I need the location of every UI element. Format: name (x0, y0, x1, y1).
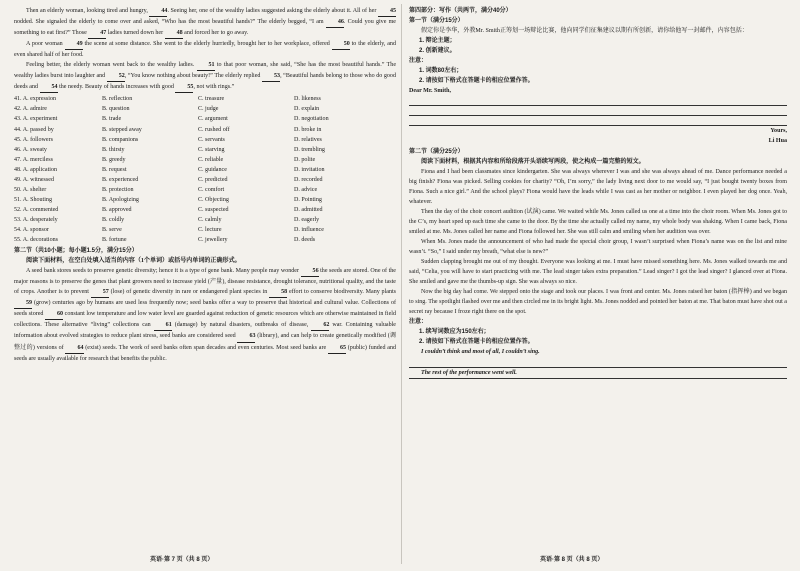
section2-heading: 第二节（共10小题；每小题1.5分，满分15分） (14, 248, 138, 255)
option-choice: 42. A. admire (14, 106, 47, 113)
answer-blank[interactable]: 53 (262, 71, 280, 82)
answer-blank[interactable]: 55 (175, 82, 193, 93)
passage-text: to the elderly, and even shared half of her food. (14, 41, 396, 59)
option-choice: B. stepped away (102, 126, 142, 133)
option-choice: C. guidance (198, 166, 227, 173)
answer-blank[interactable]: 60 (45, 309, 63, 320)
part4-heading: 第四部分：写作（共两节，满分40分） (409, 8, 512, 14)
option-choice: C. starving (198, 146, 225, 153)
option-choice: D. relatives (294, 136, 322, 143)
footer-left: 英语·第 7 页（共 8 页） (150, 557, 214, 563)
option-choice: 55. A. decorations (14, 237, 58, 244)
option-choice: B. protection (102, 186, 134, 193)
option-row (14, 185, 396, 195)
answer-blank[interactable]: 44 (149, 6, 167, 17)
answer-blank[interactable]: 47 (88, 28, 106, 39)
option-row (14, 205, 396, 215)
option-choice: C. judge (198, 106, 219, 113)
option-choice: D. eagerly (294, 216, 320, 223)
option-choice: B. question (102, 106, 130, 113)
answer-blank[interactable]: 54 (40, 82, 58, 93)
option-choice: D. likeness (294, 96, 321, 103)
story-para-3: When Ms. Jones made the announcement of who had made the special choir group, I wasn’t surprised when Fiona’s name was on the list and mine wasn’t. “So,” I said under my breath, “what else is new?” (409, 238, 787, 255)
passage-text: Feeling better, the elderly woman went back to the wealthy ladies. (26, 62, 197, 69)
story-para-5: Now the big day had come. We stepped onto the stage and took our places. I was front and center. Ms. Jones raised her baton (指挥棒) and we began to sing. The spotlight flashed over me and then circled me in its bright light. Ms. Jones nodded and pointed her baton at me. That baton must have shot out a secret ray because I froze right there on the spot. (409, 289, 787, 316)
option-choice: 51. A. Shouting (14, 196, 52, 203)
passage-text: war. Containing valuable information about evolved strategies to reduce plant stress, seed banks are considered seed (14, 322, 396, 340)
section2-instruction: 阅读下面材料，在空白处填入适当的内容（1个单词）或括号内单词的正确形式。 (26, 258, 241, 265)
answer-blank[interactable]: 64 (65, 343, 83, 354)
passage-text: , “Beautiful hands belong to those who do good deeds and (14, 73, 396, 91)
answer-blank[interactable]: 51 (197, 60, 215, 71)
note-label-1: 注意： (409, 58, 428, 65)
option-choice: D. admitted (294, 206, 323, 213)
answer-blank[interactable]: 45 (378, 6, 396, 17)
passage-text: constant low temperature and low water level are guarded against reduction of genetic resources which are otherwise maintained in field collections. These alternative “living” collections can (14, 311, 396, 329)
option-row (14, 114, 396, 124)
option-choice: 53. A. desperately (14, 216, 58, 223)
option-row (14, 235, 396, 245)
passage-text: (damage) by natural disasters, outbreaks of disease, (171, 322, 312, 329)
passage-text: the scene at some distance. She went to the elderly hurriedly, brought her to her workplace, offered (82, 41, 332, 48)
passage-text: Then an elderly woman, looking tired and hungry, (26, 8, 150, 14)
option-choice: 54. A. sponsor (14, 226, 49, 233)
option-choice: 49. A. witnessed (14, 176, 54, 183)
column-divider (401, 4, 402, 564)
option-row (14, 175, 396, 185)
option-row (14, 145, 396, 155)
option-choice: C. argument (198, 116, 228, 123)
option-row (14, 125, 396, 135)
answer-blank[interactable]: 58 (269, 287, 287, 298)
s2-heading: 第二节（满分25分） (409, 148, 464, 155)
answer-line (409, 106, 787, 116)
option-choice: D. advice (294, 186, 318, 193)
option-choice: C. predicted (198, 176, 228, 183)
footer-right: 英语·第 8 页（共 8 页） (540, 557, 604, 563)
answer-blank[interactable]: 50 (332, 39, 350, 50)
answer-line (409, 358, 787, 368)
option-choice: D. explain (294, 106, 320, 113)
option-choice: C. treasure (198, 96, 225, 103)
passage-text: to that poor woman, she said, “She has the most beautiful hands.” The wealthy ladies burst into laughter and (14, 62, 397, 80)
passage-text: the needy. Beauty of hands increases with good (57, 84, 176, 91)
continuation-opener-1: I couldn’t think and most of all, I couldn’t sing. (421, 349, 540, 356)
passage-text: A poor woman (26, 41, 65, 48)
story-para-4: Sudden clapping brought me out of my thought. Everyone was looking at me. I must have missed something here. Ms. Jones walked towards me and said, “Celia, you will have to start practicing with me. The lead singer takes extra preparation.” Lead singer? I got the lead singer? I glanced over at Fiona. She smiled and gave me the thumbs-up sign. She was always so nice. (409, 259, 787, 286)
option-row (14, 135, 396, 145)
answer-blank[interactable]: 62 (311, 320, 329, 331)
s2-instruction: 阅读下面材料，根据其内容和所给段落开头语续写两段，使之构成一篇完整的短文。 (421, 158, 645, 165)
cloze-passage (14, 6, 396, 93)
passage-text: (public) funded and seeds are usually available for research that benefits the public. (14, 344, 396, 362)
s1-note-1: 1. 词数80左右； (419, 68, 463, 75)
grammar-passage (14, 266, 396, 363)
option-row (14, 104, 396, 114)
option-row (14, 94, 396, 104)
passage-text: , not with rings.” (193, 84, 235, 91)
cloze-paragraph (14, 39, 396, 60)
option-choice: D. polite (294, 156, 316, 163)
option-row (14, 215, 396, 225)
option-choice: C. comfort (198, 186, 225, 193)
option-row (14, 195, 396, 205)
option-choice: D. recorded (294, 176, 323, 183)
passage-text: A seed bank stores seeds to preserve genetic diversity; hence it is a type of gene bank. Many people may wonder (26, 268, 301, 275)
option-choice: B. companions (102, 136, 139, 143)
option-choice: 46. A. sweaty (14, 146, 47, 153)
answer-blank[interactable]: 63 (237, 331, 255, 342)
cloze-paragraph (14, 60, 396, 93)
option-choice: B. coldly (102, 216, 125, 223)
passage-text: (grow) centuries ago by humans are used less frequently now; seed banks offer a way to preserve that historical and cultural value. Collections of seeds stored (14, 300, 396, 318)
option-choice: D. broke in (294, 126, 322, 133)
answer-blank[interactable]: 52 (107, 71, 125, 82)
option-row (14, 155, 396, 165)
closing: Yours, (770, 128, 787, 135)
right-column (409, 6, 787, 379)
option-choice: 50. A. shelter (14, 186, 47, 193)
option-choice: C. lecture (198, 226, 222, 233)
s2-note-2: 2. 请按如下格式在答题卡的相应位置作答。 (419, 339, 534, 346)
option-choice: B. request (102, 166, 127, 173)
salutation: Dear Mr. Smith, (409, 88, 451, 95)
s1-point-2: 2. 创新建议。 (419, 48, 456, 55)
passage-text: the seeds are stored. One of the major reasons is to preserve the genes that plant growers need to increase yield (产量), disease resistance, drought tolerance, nutritional quality, and the taste of crops. Another is to prevent (14, 268, 396, 296)
signature: Li Hua (768, 138, 787, 145)
option-choice: B. serve (102, 226, 122, 233)
answer-line (409, 96, 787, 106)
option-choice: 47. A. merciless (14, 156, 53, 163)
cloze-paragraph (14, 6, 396, 39)
option-row (14, 225, 396, 235)
option-choice: 44. A. passed by (14, 126, 54, 133)
option-choice: D. trembling (294, 146, 325, 153)
option-choice: B. trade (102, 116, 122, 123)
passage-text: and forced her to go away. (182, 30, 249, 37)
option-choice: C. rushed off (198, 126, 230, 133)
passage-text: , “You know nothing about beauty!” The elderly replied (124, 73, 263, 80)
option-choice: B. reflection (102, 96, 133, 103)
option-choice: 45. A. followers (14, 136, 53, 143)
option-choice: 41. A. expression (14, 96, 56, 103)
option-choice: B. greedy (102, 156, 126, 163)
answer-blank[interactable]: 59 (14, 298, 32, 309)
options-table (14, 94, 396, 245)
passage-text: (lose) of genetic diversity in rare or endangered plant species in (108, 289, 270, 296)
note-label-2: 注意： (409, 319, 428, 326)
s1-prompt: 假定你是李华，外教Mr. Smith正筹划一场辩论比赛，他向同学们征集建议以期有所创新，请你给他写一封邮件，内容包括： (421, 28, 748, 35)
passage-text: effort to conserve biodiversity. Many plants (287, 289, 396, 296)
story-para-1: Fiona and I had been classmates since kindergarten. She was always wherever I was and she was always ahead of me. Dance performance needed a big finish? Fiona was picked. Selling cookies for charity? “Oh, I’m sorry,” the lady living next door to me would say, “I just bought twenty boxes from Fiona. Such a nice girl.” And the school plays? Fiona would have the leads while I was cast as her mother or neighbor. I even played her dog once. Yeah, whatever. (409, 168, 787, 205)
option-choice: 48. A. application (14, 166, 57, 173)
answer-blank[interactable]: 46 (326, 17, 344, 28)
option-choice: C. reliable (198, 156, 224, 163)
option-choice: 43. A. experiment (14, 116, 58, 123)
option-choice: C. jewellery (198, 237, 228, 244)
option-choice: D. Pointing (294, 196, 322, 203)
answer-blank[interactable]: 56 (301, 266, 319, 277)
continuation-opener-2: The rest of the performance went well. (409, 368, 787, 379)
option-choice: C. calmly (198, 216, 222, 223)
passage-text: ladies turned down her (106, 30, 165, 37)
option-choice: B. Apologizing (102, 196, 139, 203)
option-choice: C. Objecting (198, 196, 229, 203)
answer-blank[interactable]: 49 (65, 39, 83, 50)
option-choice: D. invitation (294, 166, 325, 173)
answer-blank[interactable]: 65 (328, 343, 346, 354)
answer-blank[interactable]: 61 (154, 320, 172, 331)
s2-note-1: 1. 续写词数应为150左右； (419, 329, 490, 336)
passage-text: nodded. She signaled the elderly to come over and asked, “Who has the most beautiful hands?” The elderly begged, “I am (14, 19, 326, 26)
option-choice: B. approved (102, 206, 132, 213)
option-choice: D. negotiation (294, 116, 329, 123)
option-choice: C. suspected (198, 206, 229, 213)
story-para-2: Then the day of the choir concert audition (试演) came. We waited while Ms. Jones called us one at a time into the choir room. When Ms. Jones got to the C’s, my heart sped up each time she came to the door. By the time she actually called my name, my whole body was shaking. When I came back, Fiona smiled at me. Ms. Jones called her name and Fiona followed her. She was still calm and smiling when her audition was over. (409, 208, 787, 235)
answer-line (409, 116, 787, 126)
s1-heading: 第一节（满分15分） (409, 18, 464, 25)
option-choice: 52. A. commented (14, 206, 59, 213)
s1-point-1: 1. 辩论主题； (419, 38, 456, 45)
passage-text: . Seeing her, one of the wealthy ladies suggested asking the elderly about it. All of her (167, 8, 378, 14)
answer-blank[interactable]: 48 (165, 28, 183, 39)
passage-text: . Could you give me something to eat first?” Those (14, 19, 396, 37)
answer-blank[interactable]: 57 (91, 287, 109, 298)
option-choice: C. servants (198, 136, 225, 143)
passage-text: (library), and can help to create genetically modified (调整过的) versions of (14, 333, 396, 351)
option-choice: D. influence (294, 226, 324, 233)
option-choice: B. fortune (102, 237, 127, 244)
s1-note-2: 2. 请按如下格式在答题卡的相应位置作答。 (419, 78, 534, 85)
passage-text: (exist) seeds. The work of seed banks often span decades and even centuries. Most seed banks are (83, 344, 328, 351)
option-row (14, 165, 396, 175)
left-column (14, 6, 396, 364)
option-choice: B. experienced (102, 176, 139, 183)
option-choice: D. deeds (294, 237, 316, 244)
option-choice: B. thirsty (102, 146, 125, 153)
